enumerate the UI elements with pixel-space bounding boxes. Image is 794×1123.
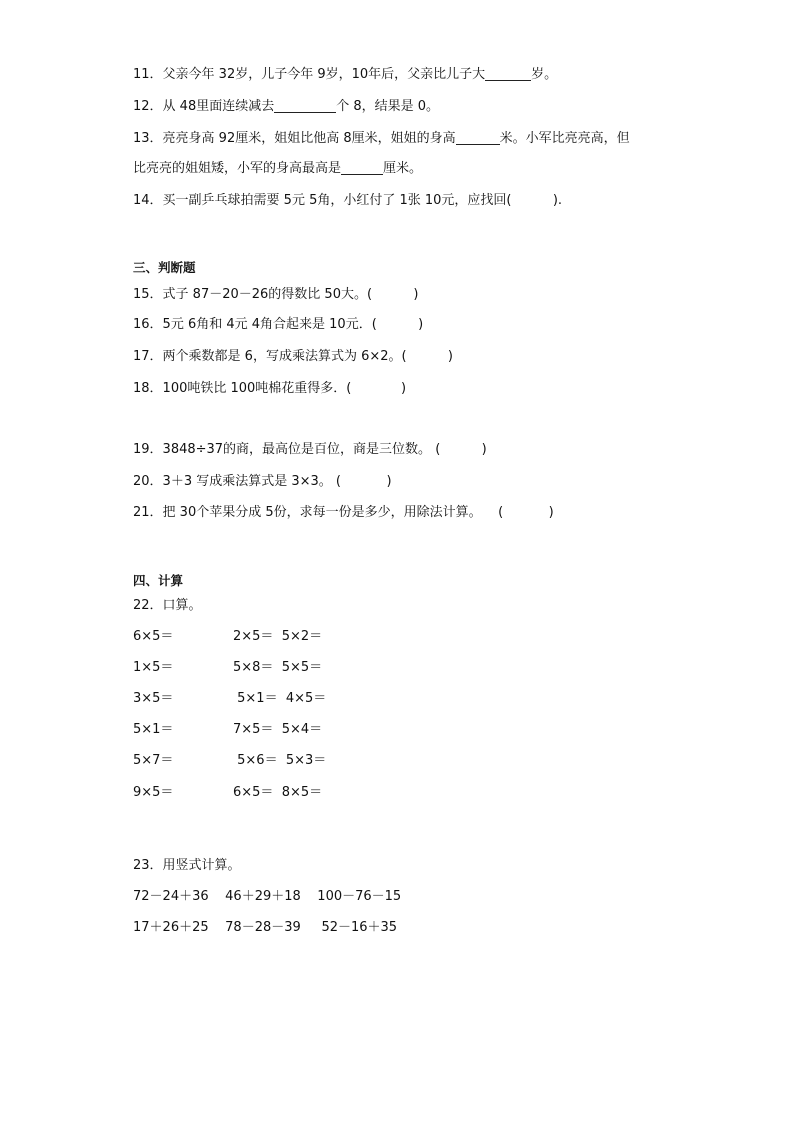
answer-blank[interactable] bbox=[485, 66, 531, 81]
question-13-text-end: 厘米。 bbox=[383, 161, 423, 176]
question-16: 16．5元 6角和 4元 4角合起来是 10元．( ) bbox=[133, 317, 424, 332]
question-19: 19．3848÷37的商，最高位是百位，商是三位数。 ( ) bbox=[133, 442, 487, 457]
question-13-text-mid: 米。小军比亮亮高，但 bbox=[499, 131, 630, 146]
exercise: 6×5＝ bbox=[133, 629, 174, 644]
section-4-title: 四、计算 bbox=[133, 573, 184, 588]
question-12 bbox=[133, 98, 439, 116]
exercise: 9×5＝ bbox=[133, 785, 174, 800]
answer-blank[interactable] bbox=[274, 98, 336, 113]
question-11 bbox=[133, 66, 557, 84]
question-13-text: 13．亮亮身高 92厘米，姐姐比他高 8厘米，姐姐的身高 bbox=[133, 131, 456, 146]
exercise: 6×5＝ 8×5＝ bbox=[233, 785, 323, 800]
question-23-label: 23．用竖式计算。 bbox=[133, 858, 241, 873]
question-13-text-2: 比亮亮的姐姐矮，小军的身高最高是 bbox=[133, 161, 342, 176]
section-3-title: 三、判断题 bbox=[133, 260, 196, 275]
question-22-label: 22．口算。 bbox=[133, 598, 202, 613]
exercise: 1×5＝ bbox=[133, 660, 174, 675]
question-20: 20．3＋3 写成乘法算式是 3×3。 ( ) bbox=[133, 474, 392, 489]
question-17: 17．两个乘数都是 6，写成乘法算式为 6×2。( ) bbox=[133, 349, 453, 364]
exercise: 5×1＝ 4×5＝ bbox=[233, 691, 327, 706]
question-13-line-2 bbox=[133, 160, 422, 178]
question-12-text: 12．从 48里面连续减去 bbox=[133, 99, 275, 114]
question-18: 18．100吨铁比 100吨棉花重得多．( ) bbox=[133, 381, 407, 396]
exercise: 2×5＝ 5×2＝ bbox=[233, 629, 323, 644]
question-14: 14．买一副乒乓球拍需要 5元 5角，小红付了 1张 10元，应找回( ). bbox=[133, 193, 563, 208]
exercise: 7×5＝ 5×4＝ bbox=[233, 722, 323, 737]
question-15: 15．式子 87－20－26的得数比 50大。( ) bbox=[133, 287, 419, 302]
question-12-text-end: 个 8，结果是 0。 bbox=[336, 99, 440, 114]
exercise: 5×8＝ 5×5＝ bbox=[233, 660, 323, 675]
answer-blank[interactable] bbox=[456, 130, 500, 145]
question-13-line-1 bbox=[133, 130, 630, 148]
exercise: 3×5＝ bbox=[133, 691, 174, 706]
answer-blank[interactable] bbox=[341, 160, 383, 175]
exercise: 5×7＝ bbox=[133, 753, 174, 768]
vertical-calc-row: 72－24＋36 46＋29＋18 100－76－15 bbox=[133, 889, 402, 904]
exercise: 5×6＝ 5×3＝ bbox=[233, 753, 327, 768]
question-11-text: 11．父亲今年 32岁，儿子今年 9岁，10年后，父亲比儿子大 bbox=[133, 67, 486, 82]
vertical-calc-row: 17＋26＋25 78－28－39 52－16＋35 bbox=[133, 920, 398, 935]
exercise: 5×1＝ bbox=[133, 722, 174, 737]
question-21: 21．把 30个苹果分成 5份，求每一份是多少，用除法计算。 ( ) bbox=[133, 505, 554, 520]
question-11-text-end: 岁。 bbox=[531, 67, 558, 82]
